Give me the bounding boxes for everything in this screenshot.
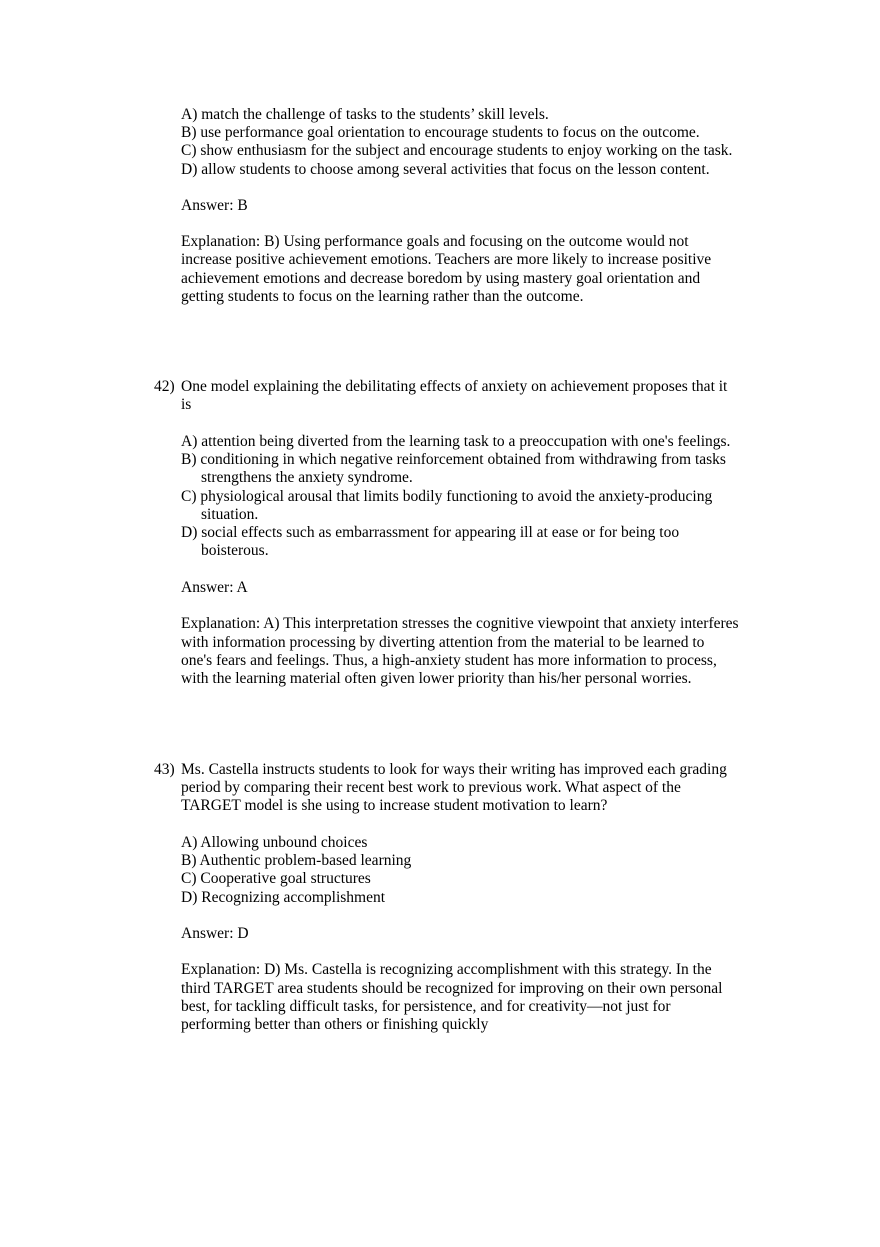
question-number: 43) bbox=[154, 761, 175, 778]
choice-d: D) social effects such as embarrassment for appearing ill at ease or for being too bbox=[181, 524, 680, 541]
question-stem: One model explaining the debilitating effects of anxiety on achievement proposes that it bbox=[181, 378, 728, 395]
question-stem: is bbox=[181, 396, 192, 413]
question-stem: TARGET model is she using to increase student motivation to learn? bbox=[181, 797, 608, 814]
explanation-line: third TARGET area students should be recognized for improving on their own personal bbox=[181, 980, 723, 997]
explanation-line: achievement emotions and decrease boredom by using mastery goal orientation and bbox=[181, 270, 701, 287]
choice-b: B) use performance goal orientation to encourage students to focus on the outcome. bbox=[181, 124, 700, 141]
explanation-line: Explanation: D) Ms. Castella is recognizing accomplishment with this strategy. In the bbox=[181, 961, 712, 978]
choice-b: B) Authentic problem-based learning bbox=[181, 852, 412, 869]
answer: Answer: D bbox=[181, 925, 249, 942]
explanation-line: Explanation: A) This interpretation stresses the cognitive viewpoint that anxiety interferes bbox=[181, 615, 739, 632]
answer: Answer: B bbox=[181, 197, 248, 214]
explanation-line: increase positive achievement emotions. Teachers are more likely to increase positive bbox=[181, 251, 712, 268]
explanation-line: best, for tackling difficult tasks, for persistence, and for creativity—not just for bbox=[181, 998, 671, 1015]
choice-a: A) Allowing unbound choices bbox=[181, 834, 368, 851]
choice-c: C) show enthusiasm for the subject and encourage students to enjoy working on the task. bbox=[181, 142, 733, 159]
choice-a: A) attention being diverted from the learning task to a preoccupation with one's feelings. bbox=[181, 433, 731, 450]
choice-b-continued: strengthens the anxiety syndrome. bbox=[201, 469, 413, 486]
explanation-line: getting students to focus on the learning rather than the outcome. bbox=[181, 288, 584, 305]
choice-d: D) allow students to choose among several activities that focus on the lesson content. bbox=[181, 161, 710, 178]
answer: Answer: A bbox=[181, 579, 248, 596]
explanation-line: one's fears and feelings. Thus, a high-anxiety student has more information to process, bbox=[181, 652, 717, 669]
choice-b: B) conditioning in which negative reinforcement obtained from withdrawing from tasks bbox=[181, 451, 726, 468]
question-stem: Ms. Castella instructs students to look for ways their writing has improved each grading bbox=[181, 761, 727, 778]
choice-a: A) match the challenge of tasks to the students’ skill levels. bbox=[181, 106, 549, 123]
choice-c-continued: situation. bbox=[201, 506, 259, 523]
explanation-line: with information processing by diverting attention from the material to be learned to bbox=[181, 634, 705, 651]
choice-d-continued: boisterous. bbox=[201, 542, 269, 559]
question-stem: period by comparing their recent best work to previous work. What aspect of the bbox=[181, 779, 681, 796]
choice-c: C) Cooperative goal structures bbox=[181, 870, 371, 887]
choice-c: C) physiological arousal that limits bodily functioning to avoid the anxiety-producing bbox=[181, 488, 713, 505]
choice-d: D) Recognizing accomplishment bbox=[181, 889, 386, 906]
explanation-line: with the learning material often given lower priority than his/her personal worries. bbox=[181, 670, 692, 687]
explanation-line: Explanation: B) Using performance goals and focusing on the outcome would not bbox=[181, 233, 689, 250]
question-number: 42) bbox=[154, 378, 175, 395]
explanation-line: performing better than others or finishing quickly bbox=[181, 1016, 489, 1033]
